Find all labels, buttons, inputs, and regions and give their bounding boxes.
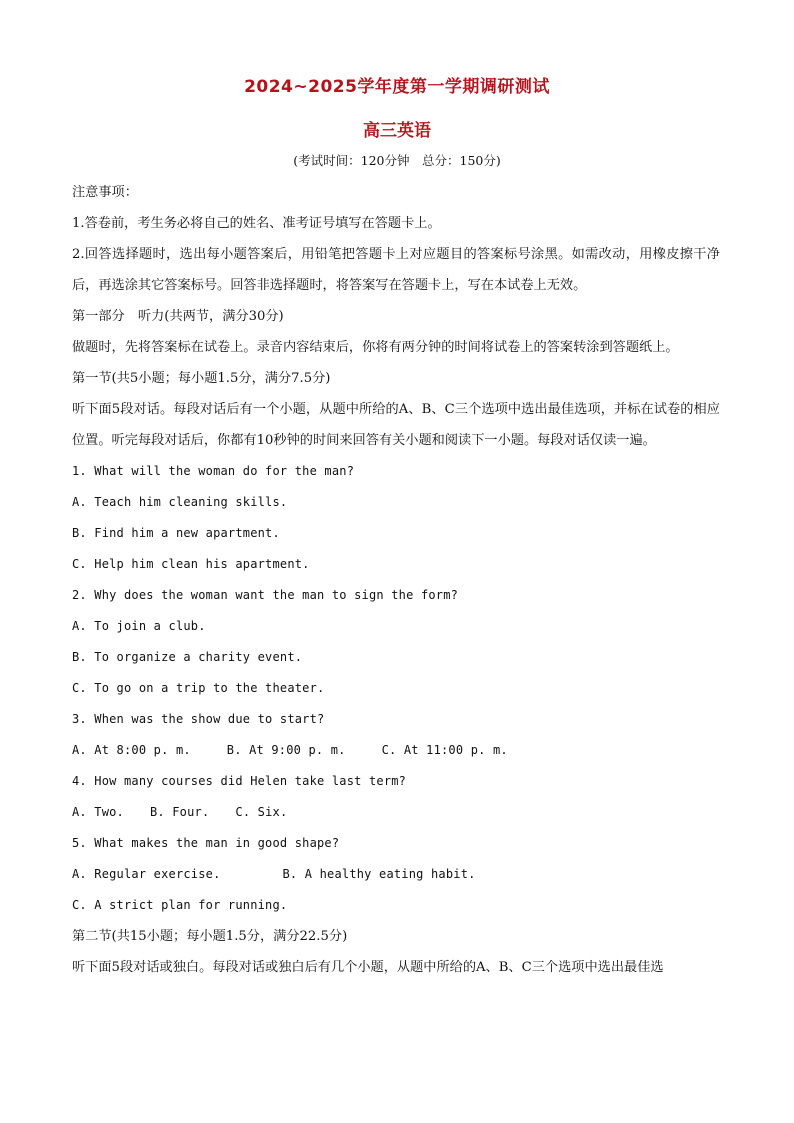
section1-heading: 第一节(共5小题；每小题1.5分，满分7.5分) — [72, 371, 331, 386]
question-1-option-c: C. Help him clean his apartment. — [72, 557, 310, 571]
question-4-option-c: C. Six. — [235, 805, 288, 819]
question-1-option-b: B. Find him a new apartment. — [72, 526, 280, 540]
question-3-options — [72, 735, 720, 766]
question-2-option-a: A. To join a club. — [72, 619, 206, 633]
question-2-stem: 2. Why does the woman want the man to sign the form? — [72, 588, 459, 602]
question-5-options-ab — [72, 859, 720, 890]
question-2-option-b: B. To organize a charity event. — [72, 650, 303, 664]
exam-info: (考试时间：120分钟 总分：150分) — [293, 153, 501, 168]
question-4-option-b: B. Four. — [149, 805, 210, 819]
notice-heading: 注意事项： — [72, 185, 138, 200]
notice-item-2: 2.回答选择题时，选出每小题答案后，用铅笔把答题卡上对应题目的答案标号涂黑。如需改动，用橡皮擦干净后，再选涂其它答案标号。回答非选择题时，将答案写在答题卡上，写在本试卷上无效。 — [72, 247, 720, 293]
question-5-option-b: B. A healthy eating habit. — [282, 867, 476, 881]
question-5-stem: 5. What makes the man in good shape? — [72, 836, 340, 850]
section2-instruction: 听下面5段对话或独白。每段对话或独白后有几个小题，从题中所给的A、B、C三个选项中选出最佳选 — [72, 960, 664, 975]
part1-heading: 第一部分 听力(共两节，满分30分) — [72, 309, 284, 324]
subject-title: 高三英语 — [363, 121, 431, 141]
exam-body — [72, 177, 720, 983]
question-2-option-c: C. To go on a trip to the theater. — [72, 681, 325, 695]
question-3-option-a: A. At 8:00 p. m. — [72, 743, 191, 757]
question-5-option-c: C. A strict plan for running. — [72, 898, 288, 912]
question-4-stem: 4. How many courses did Helen take last term? — [72, 774, 407, 788]
question-1-stem: 1. What will the woman do for the man? — [72, 464, 355, 478]
question-3-option-b: B. At 9:00 p. m. — [226, 743, 346, 757]
question-4-options — [72, 797, 720, 828]
section2-heading: 第二节(共15小题；每小题1.5分，满分22.5分) — [72, 929, 348, 944]
question-4-option-a: A. Two. — [72, 805, 124, 819]
exam-title: 2024~2025学年度第一学期调研测试 — [244, 77, 550, 97]
question-1-option-a: A. Teach him cleaning skills. — [72, 495, 288, 509]
section1-instruction: 听下面5段对话。每段对话后有一个小题，从题中所给的A、B、C三个选项中选出最佳选项，并标在试卷的相应位置。听完每段对话后，你都有10秒钟的时间来回答有关小题和阅读下一小题。每段对话仅读一遍。 — [72, 402, 720, 448]
question-3-option-c: C. At 11:00 p. m. — [381, 743, 508, 757]
question-3-stem: 3. When was the show due to start? — [72, 712, 325, 726]
notice-item-1: 1.答卷前，考生务必将自己的姓名、准考证号填写在答题卡上。 — [72, 216, 441, 231]
question-5-option-a: A. Regular exercise. — [72, 867, 221, 881]
part1-instruction: 做题时，先将答案标在试卷上。录音内容结束后，你将有两分钟的时间将试卷上的答案转涂到答题纸上。 — [72, 340, 679, 355]
